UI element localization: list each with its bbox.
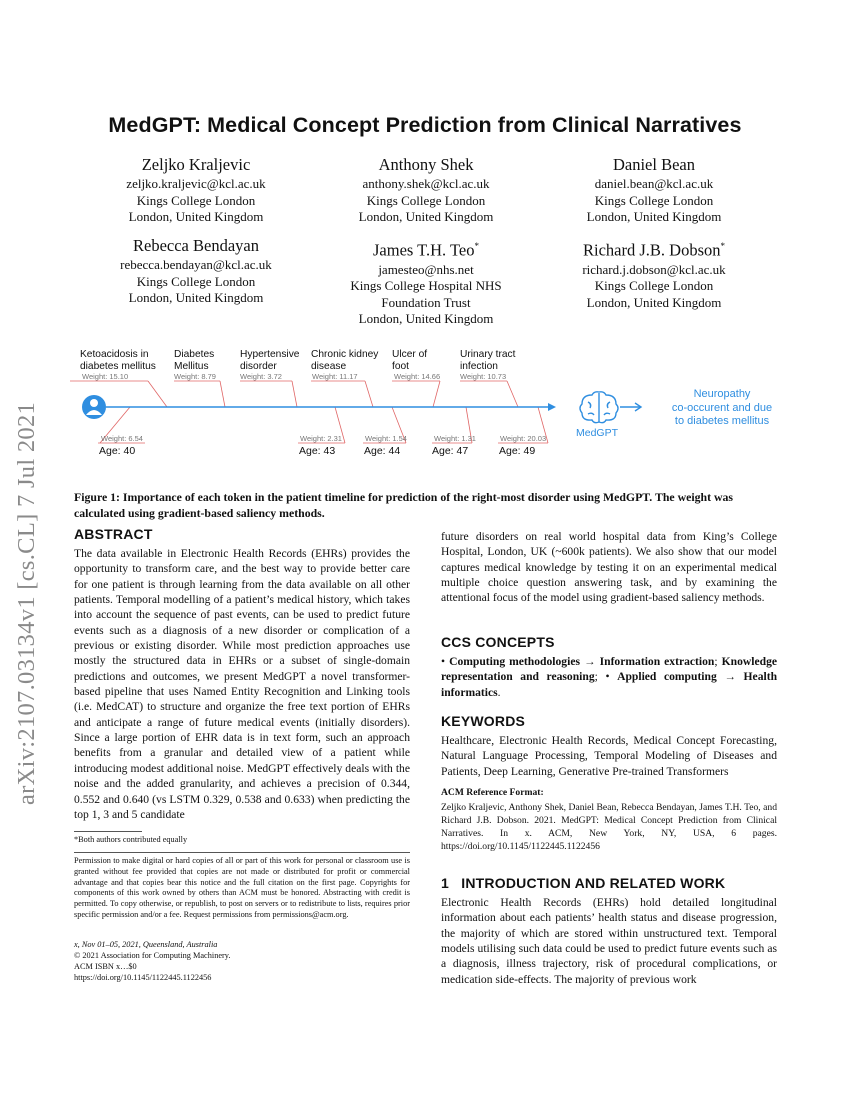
author-location: London, United Kingdom [358, 311, 494, 326]
weight-connector [433, 381, 440, 407]
abstract-continued: future disorders on real world hospital data from King’s College Hospital, London, UK (~600k patients). We also show that our model captures medical knowledge by testing it on an experimental medical multiple choice question answering task, and by examining the attentional focus of the model using gradient-based saliency methods. [441, 530, 777, 605]
doi-line: https://doi.org/10.1145/1122445.1122456 [74, 973, 212, 982]
author-block [539, 154, 769, 226]
author-affiliation: Kings College London [594, 278, 714, 293]
event-label: Ulcer of foot [392, 349, 428, 372]
equal-contribution-mark: * [720, 241, 725, 251]
weight-connector [220, 381, 225, 407]
author-affiliation: Kings College London [366, 192, 486, 208]
author-name: James T.H. Teo* [373, 240, 479, 260]
author-email: rebecca.bendayan@kcl.ac.uk [120, 257, 272, 272]
conference-info: x, Nov 01–05, 2021, Queensland, Australia [74, 940, 218, 949]
model-label: MedGPT [576, 427, 619, 439]
author-location: London, United Kingdom [128, 209, 264, 224]
acm-ref-heading: ACM Reference Format: [441, 787, 544, 798]
author-location: London, United Kingdom [586, 209, 722, 224]
event-weight: Weight: 11.17 [312, 372, 358, 381]
ccs-heading: CCS CONCEPTS [441, 634, 555, 650]
weight-connector [507, 381, 518, 407]
event-label: Chronic kidney disease [311, 349, 379, 372]
equal-contribution-mark: * [474, 241, 479, 251]
author-location: London, United Kingdom [586, 294, 722, 310]
author-affiliation: Kings College London [594, 192, 714, 208]
footnote: *Both authors contributed equally [74, 835, 188, 844]
author-affiliation: Kings College London [136, 192, 256, 208]
author-email: anthony.shek@kcl.ac.uk [362, 176, 490, 191]
event-weight: Weight: 8.79 [174, 372, 216, 381]
age-label: Age: 40 [99, 445, 136, 457]
paper-title: MedGPT: Medical Concept Prediction from Clinical Narratives [108, 113, 742, 137]
author-affiliation: Kings College Hospital NHS [350, 278, 502, 293]
author-email: richard.j.dobson@kcl.ac.uk [582, 261, 726, 277]
age-label: Age: 44 [364, 445, 401, 457]
author-block [81, 154, 311, 226]
figure-caption: Figure 1: Importance of each token in the patient timeline for prediction of the right-most disorder using MedGPT. The weight was calculated using gradient-based saliency methods. [74, 490, 733, 520]
author-affiliation-2: Foundation Trust [381, 294, 471, 310]
author-name: Anthony Shek [378, 155, 474, 174]
author-block [311, 154, 541, 226]
arxiv-identifier: arXiv:2107.03134v1 [cs.CL] 7 Jul 2021 [13, 401, 40, 805]
ccs-concepts: • Computing methodologies → Information extraction; Knowledge representation and reasoning; • Applied computing → Health informatics. [441, 655, 778, 699]
footnote-rule [74, 831, 142, 832]
age-weight: Weight: 6.54 [101, 434, 143, 443]
author-name: Daniel Bean [612, 155, 695, 174]
event-weight: Weight: 10.73 [460, 372, 507, 381]
intro-text: Electronic Health Records (EHRs) hold detailed longitudinal information about each patients’ health status and disease progression, the majority of which are stored within unstructured text. Temporal models utilising such data could be used to predict future events such as a diagnosis, illness trajectory, risk of procedural complications, or medication side-effects. The majority of previous work [441, 896, 777, 986]
author-email: daniel.bean@kcl.ac.uk [594, 176, 714, 191]
event-weight: Weight: 15.10 [82, 372, 129, 381]
author-block [81, 235, 311, 307]
author-email: zeljko.kraljevic@kcl.ac.uk [126, 176, 266, 191]
author-location: London, United Kingdom [358, 209, 494, 224]
event-label: Diabetes Mellitus [174, 349, 215, 372]
permission-notice: Permission to make digital or hard copies of all or part of this work for personal or classroom use is granted without fee provided that copies are not made or distributed for profit or commercial advantage and that copies bear this notice and the full citation on the first page. Copyrights for components of this work owned by others than ACM must be honored. Abstracting with credit is permitted. To copy otherwise, or republish, to post on servers or to redistribute to lists, requires prior specific permission and/or a fee. Request permissions from permissions@acm.org. [74, 856, 410, 919]
prediction-text: Neuropathy co-occurent and due to diabetes mellitus [671, 388, 773, 427]
age-label: Age: 49 [499, 445, 536, 457]
acm-ref-text: Zeljko Kraljevic, Anthony Shek, Daniel Bean, Rebecca Bendayan, James T.H. Teo, and Richard J.B. Dobson. 2021. MedGPT: Medical Concept Prediction from Clinical Narratives. In x. ACM, New York, NY, USA, 6 pages. https://doi.org/10.1145/1122445.1122456 [441, 802, 777, 852]
author-block [311, 235, 541, 328]
permission-rule [74, 852, 410, 853]
age-label: Age: 43 [299, 445, 336, 457]
event-weight: Weight: 14.66 [394, 372, 441, 381]
author-block [539, 235, 769, 311]
age-weight: Weight: 20.03 [500, 434, 547, 443]
weight-connector [148, 381, 167, 407]
event-label: Urinary tract infection [460, 349, 516, 372]
copyright-line: © 2021 Association for Computing Machinery. [74, 951, 231, 960]
weight-connector [292, 381, 297, 407]
author-name: Rebecca Bendayan [133, 236, 259, 255]
abstract-heading: ABSTRACT [74, 526, 153, 542]
patient-icon [82, 395, 106, 419]
age-weight: Weight: 1.54 [365, 434, 407, 443]
event-label: Hypertensive disorder [240, 349, 300, 372]
intro-heading: 1 INTRODUCTION AND RELATED WORK [441, 875, 726, 891]
keywords-heading: KEYWORDS [441, 713, 526, 729]
event-label: Ketoacidosis in diabetes mellitus [80, 349, 156, 372]
author-name: Richard J.B. Dobson* [583, 240, 725, 260]
timeline-figure [70, 338, 790, 468]
abstract-text: The data available in Electronic Health Records (EHRs) provides the opportunity to transform care, and the best way to provide better care for one patient is through learning from the data available on all other patients. Temporal modelling of a patient’s medical history, which takes into account the sequence of past events, can be used to predict future events such as a diagnosis of a new disorder or complication of a previous or existing disorder. While most prediction approaches use mostly the structured data in EHRs or a subset of single-domain predictions and outcomes, we present MedGPT a novel transformer-based pipeline that uses Named Entity Recognition and Linking tools (i.e. MedCAT) to structure and organize the free text portion of EHRs and anticipate a range of future medical events (initially disorders). Since a large portion of EHR data is in text form, such an approach benefits from a granular and detailed view of a patient while introducing modest additional noise. MedGPT effectively deals with the noise and the added granularity, and achieves a precision of 0.344, 0.552 and 0.640 (vs LSTM 0.329, 0.538 and 0.633) when predicting the top 1, 3 and 5 candidate [74, 547, 410, 821]
event-weight: Weight: 3.72 [240, 372, 282, 381]
brain-icon [580, 392, 618, 423]
keywords-text: Healthcare, Electronic Health Records, Medical Concept Forecasting, Natural Language Processing, Temporal Modeling of Diseases and Patients, Deep Learning, Generative Pre-trained Transformers [441, 734, 777, 778]
age-label: Age: 47 [432, 445, 469, 457]
author-email: jamesteo@nhs.net [378, 261, 474, 277]
author-location: London, United Kingdom [128, 290, 264, 305]
author-affiliation: Kings College London [136, 273, 256, 289]
weight-connector [365, 381, 373, 407]
age-weight: Weight: 1.31 [434, 434, 476, 443]
timeline-arrowhead [548, 403, 556, 411]
age-weight: Weight: 2.31 [300, 434, 342, 443]
author-name: Zeljko Kraljevic [141, 155, 251, 174]
isbn-line: ACM ISBN x…$0 [74, 962, 137, 971]
